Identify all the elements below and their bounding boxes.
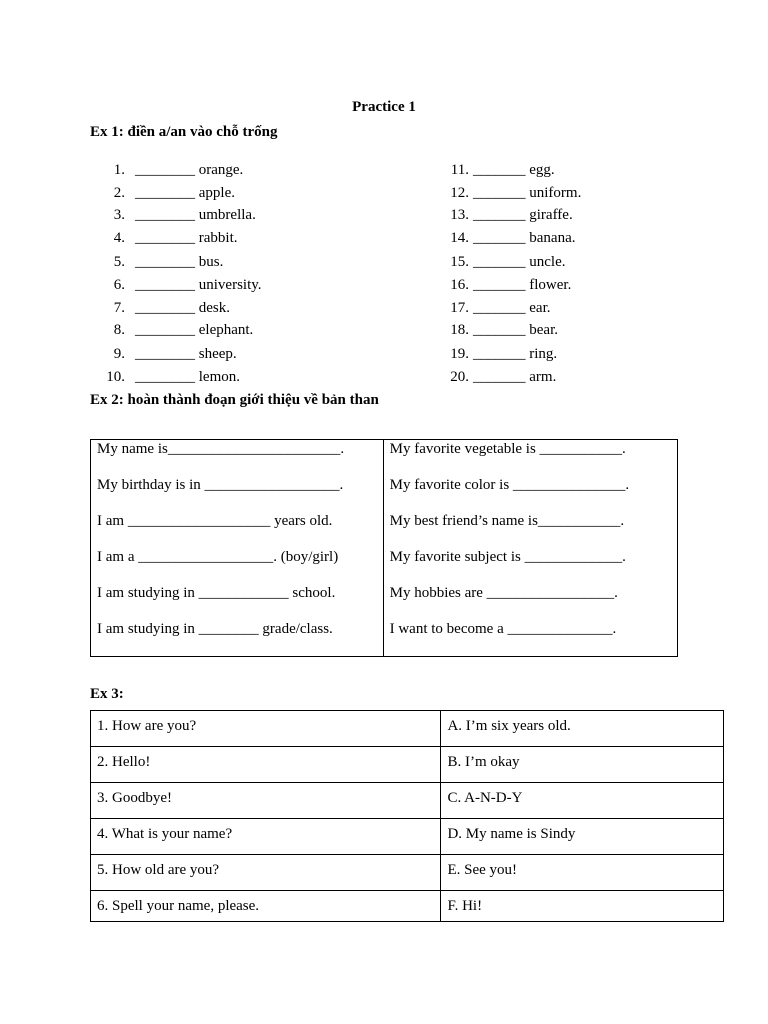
item-text: ________ apple.: [135, 185, 235, 201]
ex1-item: [430, 276, 571, 294]
about-me-right-cell: My hobbies are _________________.: [383, 584, 677, 620]
ex1-item: [100, 299, 230, 317]
about-me-right-cell: My favorite subject is _____________.: [383, 548, 677, 584]
answer-cell: B. I’m okay: [441, 747, 724, 783]
table-row: [91, 855, 724, 891]
item-text: _______ arm.: [473, 369, 557, 385]
question-cell: 2. Hello!: [91, 747, 441, 783]
about-me-left-cell: I am ___________________ years old.: [91, 512, 384, 548]
about-me-left-cell: My birthday is in __________________.: [91, 476, 384, 512]
table-row: [91, 548, 678, 584]
page-title: Practice 1: [352, 99, 416, 115]
item-text: ________ orange.: [135, 162, 244, 178]
ex1-item: [430, 161, 555, 179]
about-me-right-cell: My favorite vegetable is ___________.: [383, 440, 677, 477]
ex1-item: [430, 345, 557, 363]
table-row: [91, 783, 724, 819]
item-number: 20.: [450, 369, 469, 385]
ex2-table: [90, 439, 678, 657]
item-number: 12.: [450, 185, 469, 201]
item-number: 13.: [450, 207, 469, 223]
table-row: [91, 819, 724, 855]
question-cell: 1. How are you?: [91, 711, 441, 747]
ex3-heading: Ex 3:: [90, 686, 124, 702]
item-number: 4.: [113, 230, 125, 246]
ex1-item: [430, 368, 556, 386]
ex1-item: [100, 206, 256, 224]
item-text: _______ ear.: [473, 300, 551, 316]
item-text: ________ lemon.: [135, 369, 240, 385]
item-text: ________ university.: [135, 277, 262, 293]
table-row: [91, 476, 678, 512]
table-row: [91, 711, 724, 747]
item-number: 7.: [113, 300, 125, 316]
item-number: 16.: [450, 277, 469, 293]
ex1-item: [430, 299, 550, 317]
answer-cell: D. My name is Sindy: [441, 819, 724, 855]
about-me-left-cell: I am studying in ________ grade/class.: [91, 620, 384, 657]
ex1-item: [430, 206, 573, 224]
table-row: [91, 440, 678, 477]
ex1-item: [100, 253, 223, 271]
ex1-item: [100, 184, 235, 202]
item-number: 14.: [450, 230, 469, 246]
answer-cell: C. A-N-D-Y: [441, 783, 724, 819]
table-row: [91, 512, 678, 548]
ex1-heading: Ex 1: điền a/an vào chỗ trống: [90, 124, 278, 140]
ex1-item: [100, 229, 238, 247]
question-cell: 5. How old are you?: [91, 855, 441, 891]
about-me-left-cell: I am studying in ____________ school.: [91, 584, 384, 620]
question-cell: 6. Spell your name, please.: [91, 891, 441, 922]
item-text: _______ banana.: [473, 230, 576, 246]
item-text: ________ sheep.: [135, 346, 237, 362]
item-number: 6.: [113, 277, 125, 293]
item-text: _______ giraffe.: [473, 207, 573, 223]
item-text: _______ uniform.: [473, 185, 582, 201]
ex1-item: [100, 368, 240, 386]
item-number: 5.: [113, 254, 125, 270]
item-number: 9.: [113, 346, 125, 362]
item-text: ________ bus.: [135, 254, 224, 270]
question-cell: 3. Goodbye!: [91, 783, 441, 819]
item-text: _______ uncle.: [473, 254, 566, 270]
item-number: 17.: [450, 300, 469, 316]
ex1-item: [100, 276, 262, 294]
ex1-item: [430, 321, 558, 339]
answer-cell: E. See you!: [441, 855, 724, 891]
item-text: _______ bear.: [473, 322, 558, 338]
item-number: 19.: [450, 346, 469, 362]
ex2-heading: Ex 2: hoàn thành đoạn giới thiệu về bản than: [90, 392, 379, 408]
question-cell: 4. What is your name?: [91, 819, 441, 855]
item-text: ________ umbrella.: [135, 207, 256, 223]
item-number: 3.: [113, 207, 125, 223]
ex3-table: [90, 710, 724, 922]
ex1-item: [100, 161, 243, 179]
answer-cell: F. Hi!: [441, 891, 724, 922]
item-text: ________ rabbit.: [135, 230, 238, 246]
about-me-left-cell: I am a __________________. (boy/girl): [91, 548, 384, 584]
item-text: _______ flower.: [473, 277, 572, 293]
item-text: _______ ring.: [473, 346, 558, 362]
item-number: 10.: [106, 369, 125, 385]
ex1-item: [430, 184, 581, 202]
item-text: ________ desk.: [135, 300, 230, 316]
item-number: 8.: [113, 322, 125, 338]
item-number: 1.: [113, 162, 125, 178]
ex1-item: [100, 321, 253, 339]
ex1-item: [100, 345, 237, 363]
item-number: 11.: [450, 162, 469, 178]
item-text: ________ elephant.: [135, 322, 254, 338]
table-row: [91, 584, 678, 620]
table-row: [91, 891, 724, 922]
about-me-left-cell: My name is_______________________.: [91, 440, 384, 477]
item-text: _______ egg.: [473, 162, 555, 178]
table-row: [91, 620, 678, 657]
about-me-right-cell: My best friend’s name is___________.: [383, 512, 677, 548]
item-number: 15.: [450, 254, 469, 270]
about-me-right-cell: I want to become a ______________.: [383, 620, 677, 657]
item-number: 2.: [113, 185, 125, 201]
ex1-item: [430, 253, 565, 271]
item-number: 18.: [450, 322, 469, 338]
ex1-item: [430, 229, 575, 247]
about-me-right-cell: My favorite color is _______________.: [383, 476, 677, 512]
table-row: [91, 747, 724, 783]
answer-cell: A. I’m six years old.: [441, 711, 724, 747]
